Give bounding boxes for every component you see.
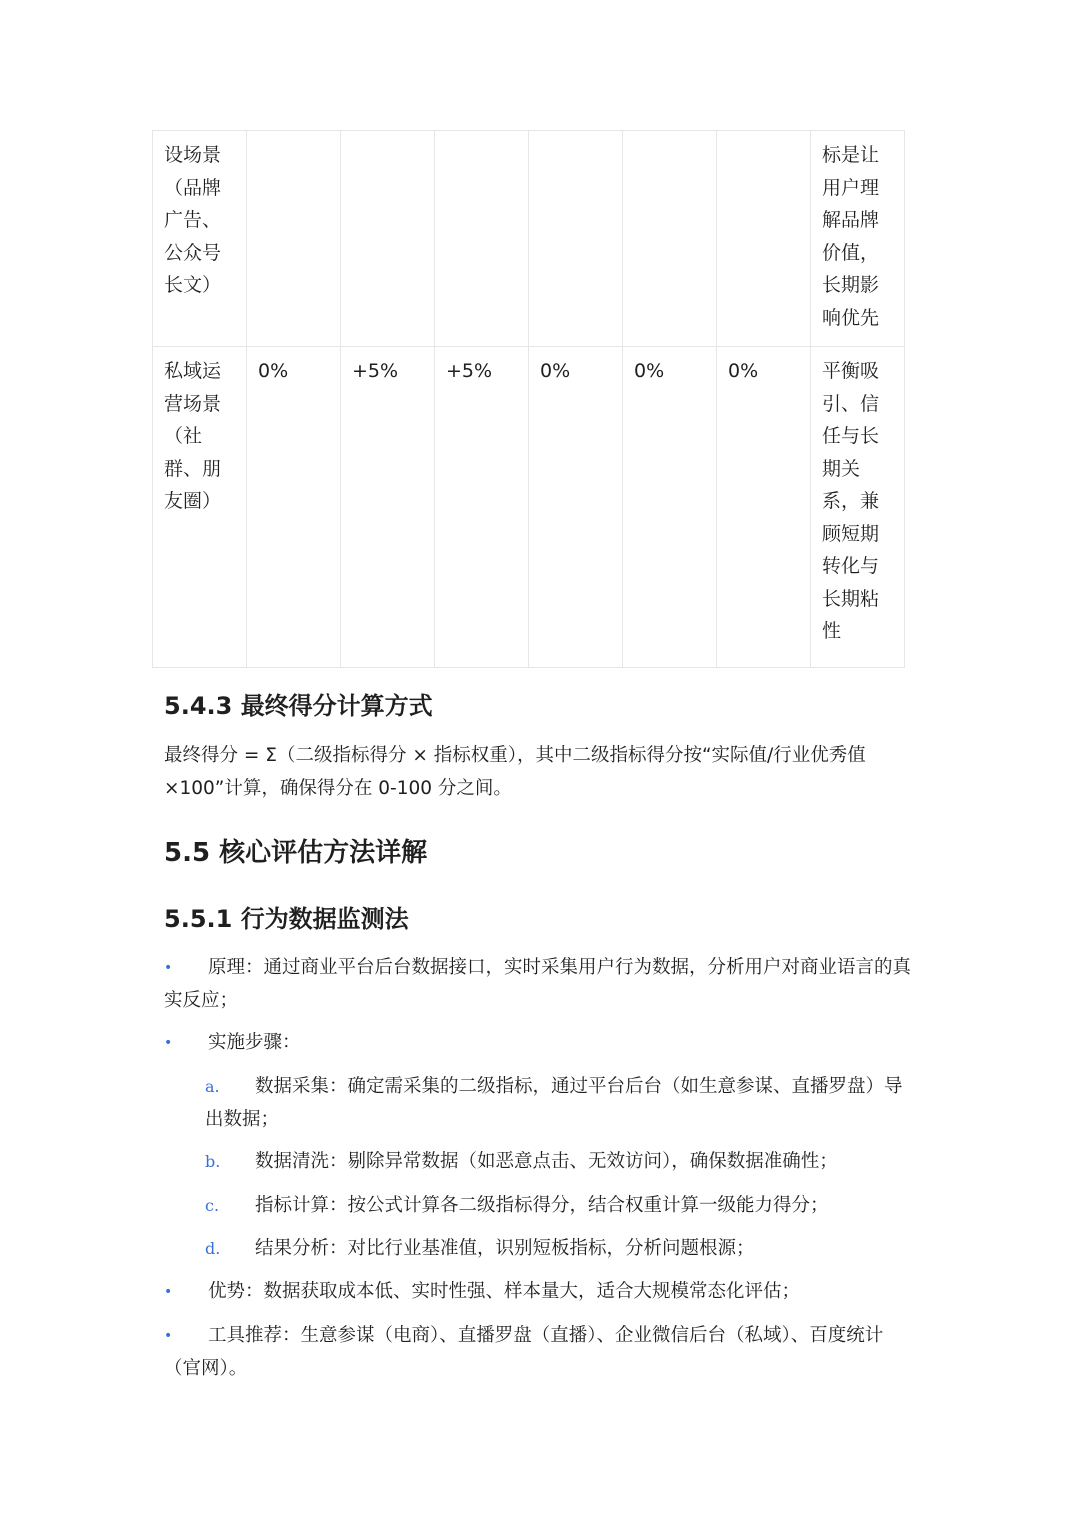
table-cell-value: 0% <box>623 347 717 668</box>
bullet-text: 优势：数据获取成本低、实时性强、样本量大，适合大规模常态化评估； <box>208 1281 801 1302</box>
table-cell-value: 0% <box>717 347 811 668</box>
table-cell-value <box>529 131 623 347</box>
note-text: 平衡吸 引、信 任与长 期关 系，兼 顾短期 转化与 长期粘 性 <box>822 360 880 642</box>
heading-5-4-3: 5.4.3 最终得分计算方式 <box>164 692 433 720</box>
scene-text: 设场景 （品牌 广告、 公众号 长文） <box>164 144 222 296</box>
table-cell-value: 0% <box>247 347 341 668</box>
bullet-steps <box>164 1027 916 1060</box>
bullet-text: 工具推荐：生意参谋（电商）、直播罗盘（直播）、企业微信后台（私域）、百度统计（官网）。 <box>164 1325 884 1379</box>
bullet-principle <box>164 952 916 1017</box>
table-cell-value: +5% <box>435 347 529 668</box>
step-text: 结果分析：对比行业基准值，识别短板指标，分析问题根源； <box>255 1238 755 1259</box>
step-text: 指标计算：按公式计算各二级指标得分，结合权重计算一级能力得分； <box>255 1195 829 1216</box>
table-cell-value: +5% <box>341 347 435 668</box>
step-letter: a. <box>205 1077 220 1096</box>
table-cell-note <box>811 131 905 347</box>
table-cell-value <box>435 131 529 347</box>
table-cell-value <box>341 131 435 347</box>
bullet-dot-icon: • <box>164 1035 173 1051</box>
step-item <box>205 1146 915 1179</box>
step-letter: b. <box>205 1152 221 1171</box>
table-row <box>153 131 905 347</box>
bullet-text: 实施步骤： <box>208 1032 301 1053</box>
table-row <box>153 347 905 668</box>
step-item <box>205 1233 915 1266</box>
table-cell-value: 0% <box>529 347 623 668</box>
step-letter: c. <box>205 1196 220 1215</box>
step-item <box>205 1071 915 1136</box>
table-cell-note <box>811 347 905 668</box>
table-cell-value <box>623 131 717 347</box>
heading-5-5-1: 5.5.1 行为数据监测法 <box>164 905 409 933</box>
table-cell-scene <box>153 347 247 668</box>
heading-5-5: 5.5 核心评估方法详解 <box>164 838 428 868</box>
note-text: 标是让 用户理 解品牌 价值， 长期影 响优先 <box>822 144 880 329</box>
table-cell-value <box>717 131 811 347</box>
table-cell-scene <box>153 131 247 347</box>
paragraph-final-score: 最终得分 = Σ（二级指标得分 × 指标权重），其中二级指标得分按“实际值/行业优秀值×100”计算，确保得分在 0-100 分之间。 <box>164 745 866 799</box>
step-letter: d. <box>205 1239 221 1258</box>
step-item <box>205 1190 915 1223</box>
table-cell-value <box>247 131 341 347</box>
bullet-dot-icon: • <box>164 960 173 976</box>
bullet-dot-icon: • <box>164 1328 173 1344</box>
weight-adjustment-table <box>152 130 905 668</box>
step-text: 数据清洗：剔除异常数据（如恶意点击、无效访问），确保数据准确性； <box>255 1151 838 1172</box>
bullet-text: 原理：通过商业平台后台数据接口，实时采集用户行为数据，分析用户对商业语言的真实反应； <box>164 957 912 1011</box>
bullet-tools <box>164 1320 916 1385</box>
bullet-advantage <box>164 1276 916 1309</box>
bullet-dot-icon: • <box>164 1284 173 1300</box>
scene-text: 私域运 营场景 （社 群、朋 友圈） <box>164 360 222 512</box>
step-text: 数据采集：确定需采集的二级指标，通过平台后台（如生意参谋、直播罗盘）导出数据； <box>205 1076 903 1130</box>
